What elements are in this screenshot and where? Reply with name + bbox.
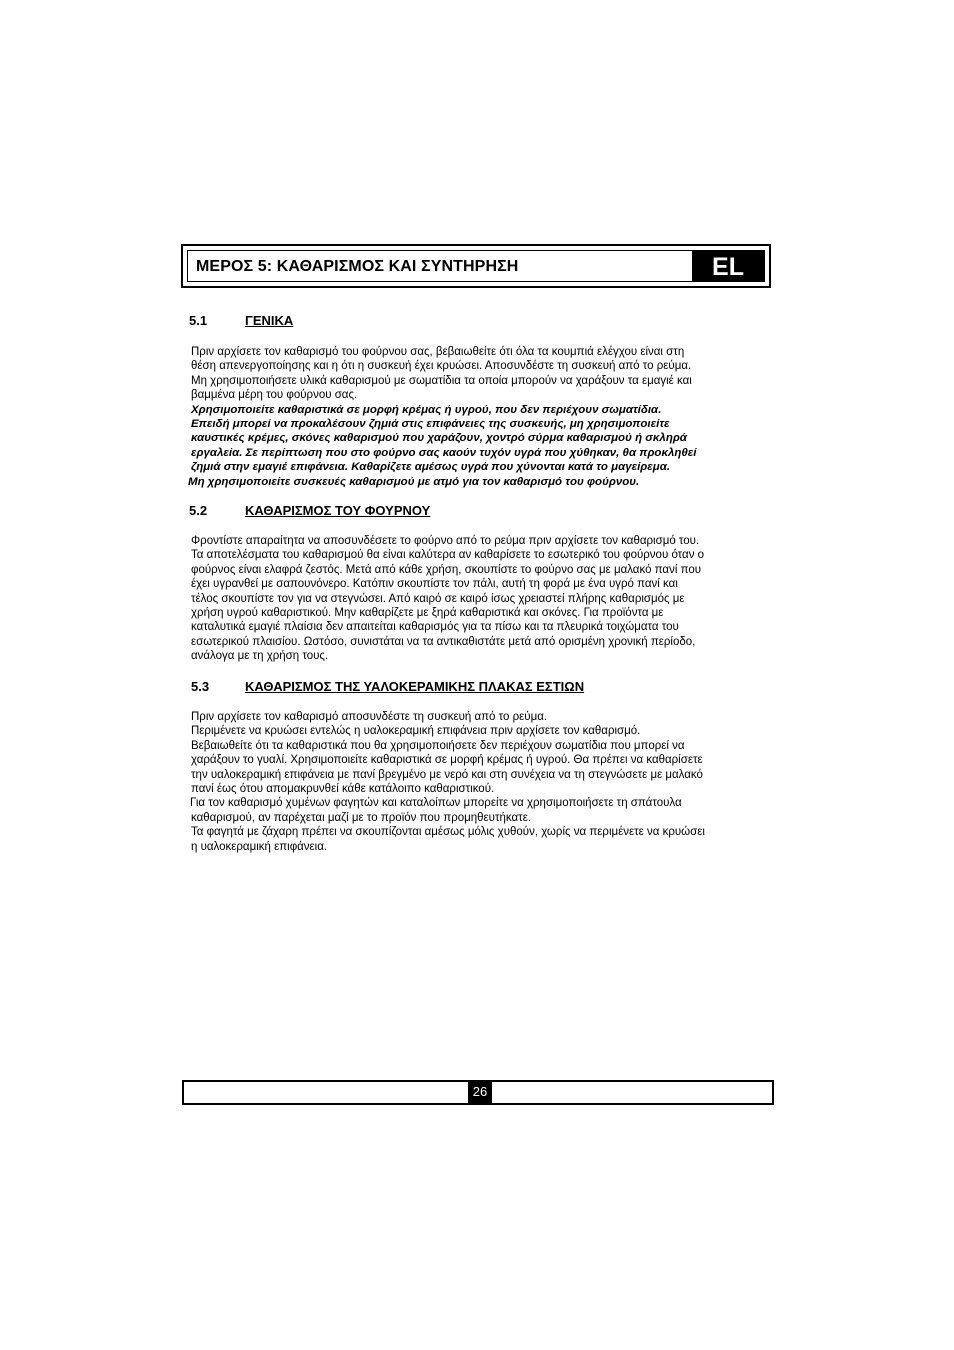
text-line: θέση απενεργοποίησης και η ότι η συσκευή έχει κρυώσει. Αποσυνδέστε τη συσκευή από το ρεύμα. <box>191 360 692 373</box>
text-line: Πριν αρχίσετε τον καθαρισμό του φούρνου σας, βεβαιωθείτε ότι όλα τα κουμπιά ελέγχου είναι στη <box>191 346 685 358</box>
section-number: 5.2 <box>189 503 208 518</box>
text-line: τέλος σκουπίστε τον για να στεγνώσει. Από καιρό σε καιρό ίσως χρειαστεί πλήρης καθαρισμός με <box>191 592 685 605</box>
section-header-inner <box>187 250 765 282</box>
section-header <box>181 244 771 288</box>
page-footer <box>182 1080 774 1105</box>
text-line: Τα φαγητά με ζάχαρη πρέπει να σκουπίζονται αμέσως μόλις χυθούν, χωρίς να περιμένετε να κρυώσει <box>191 826 705 839</box>
text-line: η υαλοκεραμική επιφάνεια. <box>191 840 328 853</box>
page-title: ΜΕΡΟΣ 5: ΚΑΘΑΡΙΣΜΟΣ ΚΑΙ ΣΥΝΤΗΡΗΣΗ <box>196 258 519 275</box>
text-line: εσωτερικού πλαισίου. Ωστόσο, συνιστάται να τα αντικαθιστάτε μετά από ορισμένη χρονική περίοδο, <box>191 635 696 648</box>
text-line: Πριν αρχίσετε τον καθαρισμό αποσυνδέστε τη συσκευή από το ρεύμα. <box>191 711 548 723</box>
section-number: 5.1 <box>189 313 208 328</box>
text-line: την υαλοκεραμική επιφάνεια με πανί βρεγμένο με νερό και στη συνέχεια να τη στεγνώσετε με μαλακό <box>191 768 703 781</box>
section-body <box>191 710 771 854</box>
section-title: ΚΑΘΑΡΙΣΜΟΣ ΤΗΣ ΥΑΛΟΚΕΡΑΜΙΚΗΣ ΠΛΑΚΑΣ ΕΣΤΙΩΝ <box>245 679 585 694</box>
section-body <box>188 345 771 489</box>
text-line: φούρνος είναι ελαφρά ζεστός. Μετά από κάθε χρήση, σκουπίστε το φούρνο σας με μαλακό πανί που <box>191 563 702 576</box>
text-line: Για τον καθαρισμό χυμένων φαγητών και καταλοίπων μπορείτε να χρησιμοποιήσετε τη σπάτουλα <box>190 797 682 810</box>
section-title: ΚΑΘΑΡΙΣΜΟΣ ΤΟΥ ΦΟΥΡΝΟΥ <box>245 503 431 518</box>
text-line: Περιμένετε να κρυώσει εντελώς η υαλοκεραμική επιφάνεια πριν αρχίσετε τον καθαρισμό. <box>191 725 641 738</box>
warning-line: Χρησιμοποιείτε καθαριστικά σε μορφή κρέμας ή υγρού, που δεν περιέχουν σωματίδια. <box>191 403 662 416</box>
text-line: Φροντίστε απαραίτητα να αποσυνδέσετε το φούρνο από το ρεύμα πριν αρχίσετε τον καθαρισμό του. <box>191 535 700 547</box>
text-line: βαμμένα μέρη του φούρνου σας. <box>191 389 358 402</box>
section-body <box>191 534 771 664</box>
text-line: καταλυτικά εμαγιέ πλαίσια δεν απαιτείται καθαρισμός για τα πίσω και τα πλευρικά τοιχώματα του <box>191 621 679 634</box>
section-title: ΓΕΝΙΚΑ <box>245 313 294 328</box>
section-number: 5.3 <box>191 679 210 694</box>
text-line: έχει υγρανθεί με σαπουνόνερο. Κατόπιν σκουπίστε τον πάλι, αυτή τη φορά με ένα υγρό πανί και <box>191 578 678 591</box>
text-line: πανί έως ότου απομακρυνθεί κάθε κατάλοιπο καθαριστικού. <box>191 783 495 796</box>
text-line: Βεβαιωθείτε ότι τα καθαριστικά που θα χρησιμοποιήσετε δεν περιέχουν σωματίδια που μπορεί να <box>191 739 685 752</box>
text-line: χρήση υγρού καθαριστικού. Μην καθαρίζετε με ξηρά καθαριστικά και σκόνες. Για προϊόντα με <box>191 607 664 620</box>
text-line: καθαρισμού, αν παρέχεται μαζί με το προϊόν που προμηθευτήκατε. <box>191 811 532 824</box>
warning-line: καυστικές κρέμες, σκόνες καθαρισμού που χαράζουν, χοντρό σύρμα καθαρισμού ή σκληρά <box>191 432 687 445</box>
warning-line: Επειδή μπορεί να προκαλέσουν ζημιά στις επιφάνειες της συσκευής, μη χρησιμοποιείτε <box>191 418 670 431</box>
text-line: χαράξουν το γυαλί. Χρησιμοποιείτε καθαριστικά σε μορφή κρέμας ή υγρού. Θα πρέπει να καθαρίσετε <box>191 754 703 767</box>
text-line: ανάλογα με τη χρήση τους. <box>191 650 329 663</box>
page-number: 26 <box>468 1081 492 1104</box>
warning-line: ζημιά στην εμαγιέ επιφάνεια. Καθαρίζετε αμέσως υγρά που χύνονται κατά το μαγείρεμα. <box>191 461 671 474</box>
warning-line: εργαλεία. Σε περίπτωση που στο φούρνο σας καούν τυχόν υγρά που χύθηκαν, θα προκληθεί <box>191 446 697 459</box>
warning-line: Μη χρησιμοποιείτε συσκευές καθαρισμού με ατμό για τον καθαρισμό του φούρνου. <box>188 475 640 488</box>
language-badge: EL <box>692 251 764 281</box>
text-line: Μη χρησιμοποιήσετε υλικά καθαρισμού με σωματίδια τα οποία μπορούν να χαράξουν τα εμαγιέ και <box>191 374 692 387</box>
text-line: Τα αποτελέσματα του καθαρισμού θα είναι καλύτερα αν καθαρίσετε το εσωτερικό του φούρνου όταν ο <box>191 549 705 562</box>
